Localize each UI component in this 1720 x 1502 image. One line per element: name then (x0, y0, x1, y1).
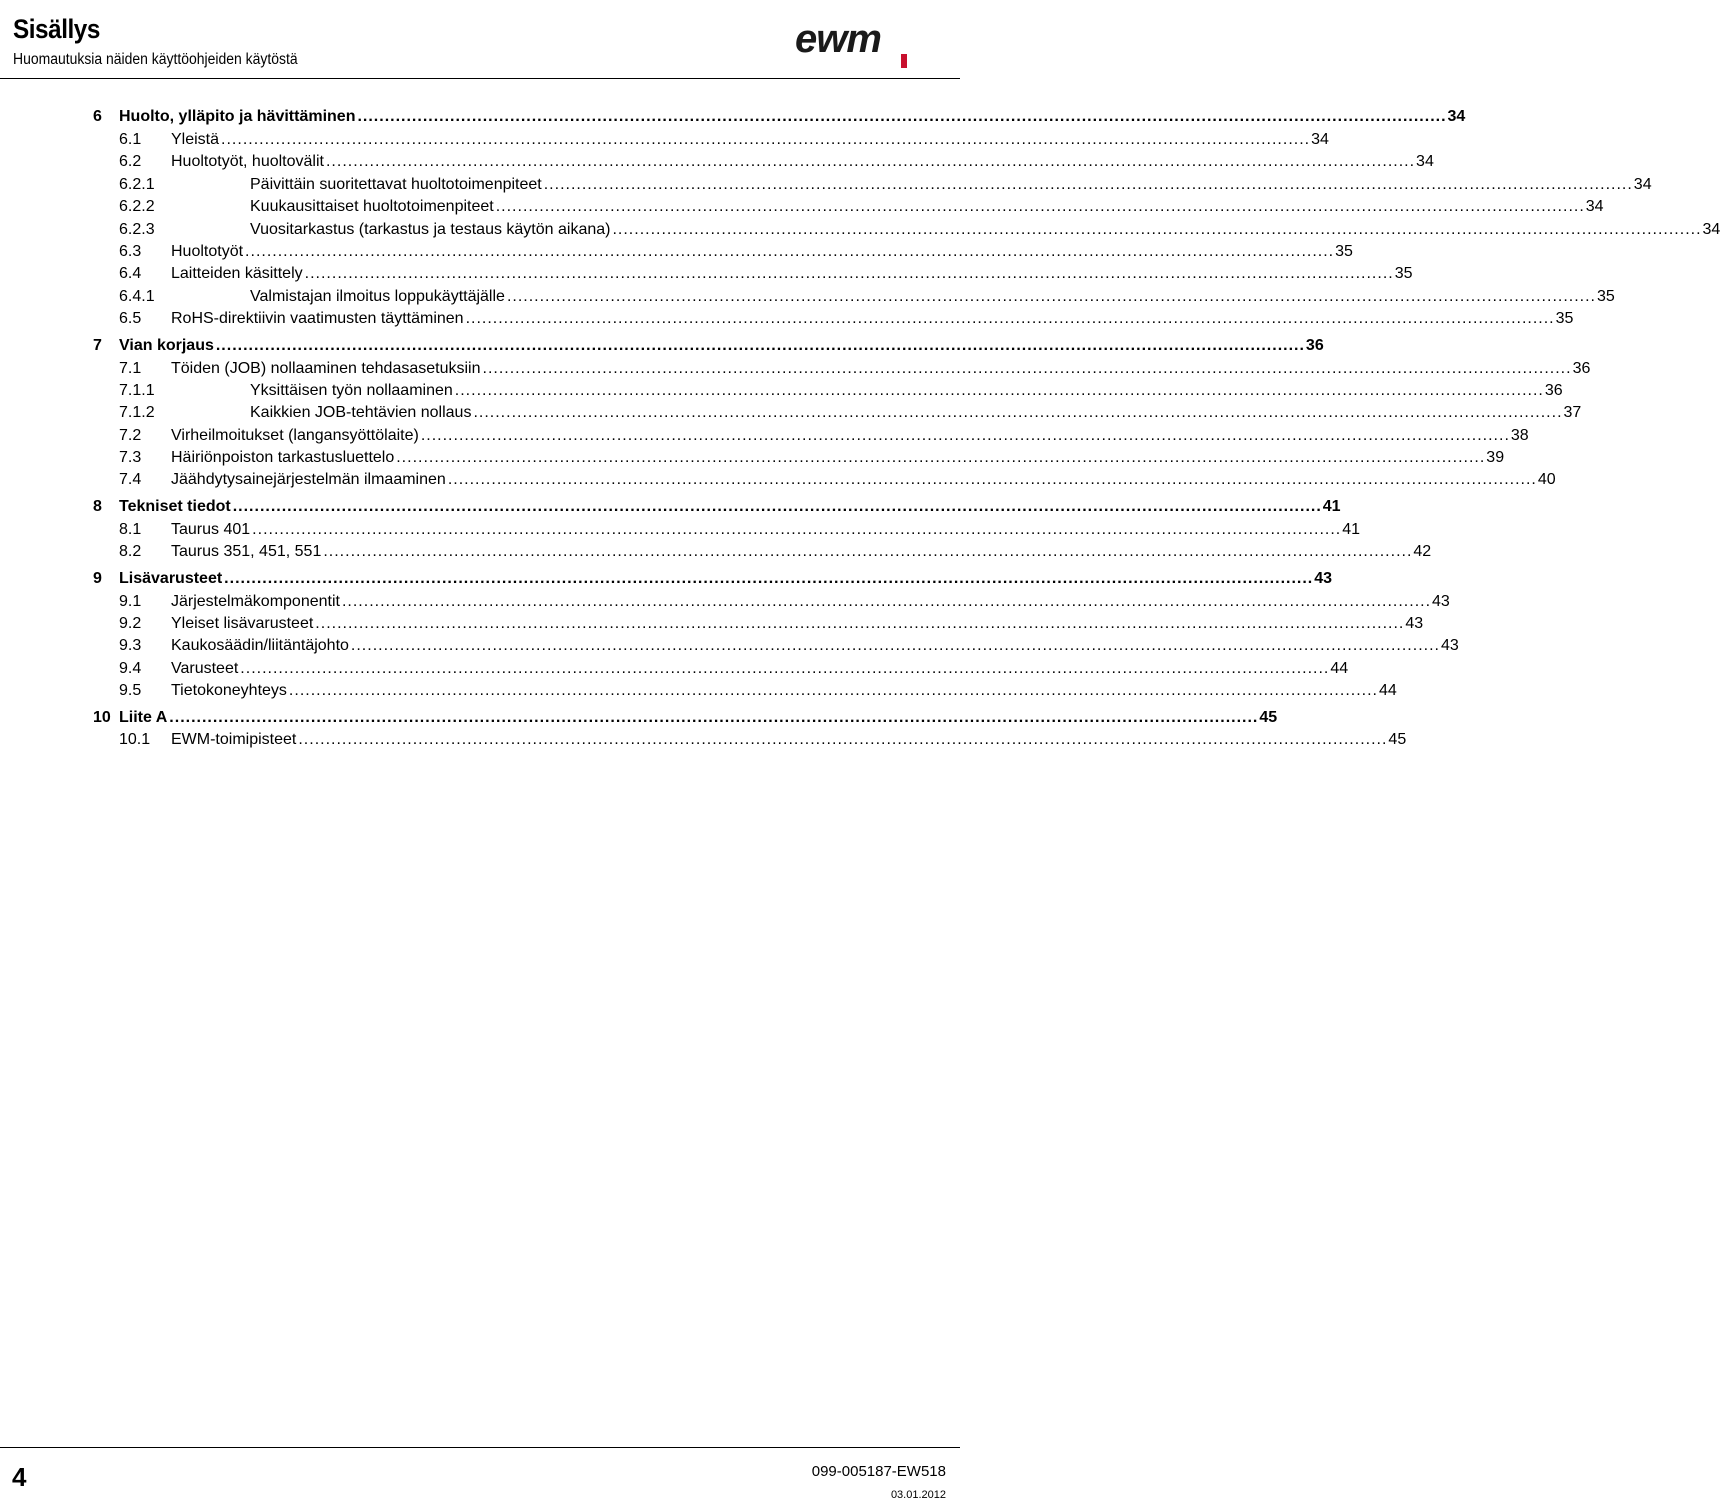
toc-leader-dots: ........................................................................................................................................................................................................ (240, 660, 1330, 677)
toc-entry-number: 7.4 (119, 471, 142, 488)
toc-entry-page: 36 (1572, 360, 1591, 377)
toc-leader-dots: ........................................................................................................................................................................................................ (304, 265, 1394, 282)
toc-entry[interactable] (0, 449, 1505, 471)
footer-doc-number: 099-005187-EW518 (811, 1463, 946, 1480)
toc-entry-page: 42 (1413, 543, 1432, 560)
toc-entry-title: Virheilmoitukset (langansyöttölaite) (171, 427, 419, 444)
toc-leader-dots: ........................................................................................................................................................................................................ (221, 131, 1311, 148)
toc-entry-number: 9.2 (119, 615, 142, 632)
toc-entry[interactable] (0, 288, 1615, 310)
toc-entry-number: 7.1.2 (119, 404, 155, 421)
toc-entry-title: Huolto, ylläpito ja hävittäminen (119, 108, 356, 125)
toc-entry-number: 9.5 (119, 682, 142, 699)
page-subtitle: Huomautuksia näiden käyttöohjeiden käytöstä (13, 51, 298, 68)
toc-entry-number: 7.2 (119, 427, 142, 444)
toc-entry-number: 6.3 (119, 243, 142, 260)
toc-entry[interactable] (0, 337, 1324, 359)
logo-wordmark: ewm (795, 17, 881, 61)
toc-leader-dots: ........................................................................................................................................................................................................ (252, 521, 1342, 538)
toc-entry[interactable] (0, 570, 1333, 592)
toc-entry-title: Vuositarkastus (tarkastus ja testaus käytön aikana) (250, 221, 611, 238)
toc-leader-dots: ........................................................................................................................................................................................................ (245, 243, 1335, 260)
footer-date: 03.01.2012 (890, 1489, 946, 1501)
toc-entry[interactable] (0, 310, 1574, 332)
toc-entry-page: 36 (1305, 337, 1324, 354)
toc-entry[interactable] (0, 637, 1459, 659)
toc-entry-page: 35 (1597, 288, 1615, 305)
toc-leader-dots: ........................................................................................................................................................................................................ (465, 310, 1555, 327)
toc-entry[interactable] (0, 360, 1591, 382)
toc-entry-title: Järjestelmäkomponentit (171, 593, 340, 610)
toc-entry[interactable] (0, 521, 1361, 543)
toc-leader-dots: ........................................................................................................................................................................................................ (315, 615, 1405, 632)
toc-entry-title: Yksittäisen työn nollaaminen (250, 382, 453, 399)
toc-entry-page: 37 (1563, 404, 1582, 421)
toc-entry-page: 41 (1322, 498, 1341, 515)
toc-leader-dots: ........................................................................................................................................................................................................ (298, 731, 1388, 748)
toc-entry-page: 34 (1702, 221, 1720, 238)
footer-divider (0, 1447, 960, 1448)
toc-entry-title: Jäähdytysainejärjestelmän ilmaaminen (171, 471, 446, 488)
toc-entry-page: 43 (1405, 615, 1424, 632)
toc-entry-title: Tekniset tiedot (119, 498, 231, 515)
toc-entry-title: Laitteiden käsittely (171, 265, 303, 282)
toc-entry[interactable] (0, 731, 1407, 753)
toc-entry-number: 7 (93, 337, 102, 354)
toc-entry[interactable] (0, 709, 1278, 731)
toc-leader-dots: ........................................................................................................................................................................................................ (454, 382, 1544, 399)
toc-entry-title: Kaikkien JOB-tehtävien nollaus (250, 404, 472, 421)
logo-accent-mark (901, 54, 907, 68)
toc-entry-page: 38 (1510, 427, 1529, 444)
toc-entry-number: 7.3 (119, 449, 142, 466)
toc-leader-dots: ........................................................................................................................................................................................................ (447, 471, 1537, 488)
toc-leader-dots: ........................................................................................................................................................................................................ (169, 709, 1259, 726)
toc-leader-dots: ........................................................................................................................................................................................................ (473, 404, 1563, 421)
toc-leader-dots: ........................................................................................................................................................................................................ (350, 637, 1440, 654)
toc-entry[interactable] (0, 243, 1353, 265)
toc-entry[interactable] (0, 265, 1413, 287)
toc-entry-title: Vian korjaus (119, 337, 214, 354)
toc-entry-title: Taurus 401 (171, 521, 251, 538)
toc-entry-number: 6.2.3 (119, 221, 155, 238)
toc-entry-page: 34 (1416, 153, 1434, 170)
toc-entry[interactable] (0, 108, 1466, 130)
toc-entry-title: RoHS-direktiivin vaatimusten täyttäminen (171, 310, 464, 327)
toc-leader-dots: ........................................................................................................................................................................................................ (420, 427, 1510, 444)
toc-entry-number: 6.4 (119, 265, 142, 282)
header-divider (0, 78, 960, 79)
toc-entry-number: 8.2 (119, 543, 142, 560)
toc-entry-title: Huoltotyöt, huoltovälit (171, 153, 324, 170)
toc-entry-title: Töiden (JOB) nollaaminen tehdasasetuksiin (171, 360, 481, 377)
toc-entry-title: Kaukosäädin/liitäntäjohto (171, 637, 349, 654)
toc-entry-title: Yleiset lisävarusteet (171, 615, 314, 632)
toc-entry[interactable] (0, 427, 1529, 449)
toc-entry[interactable] (0, 682, 1397, 704)
toc-entry-page: 40 (1537, 471, 1556, 488)
toc-leader-dots: ........................................................................................................................................................................................................ (325, 153, 1416, 170)
toc-leader-dots: ........................................................................................................................................................................................................ (288, 682, 1378, 699)
toc-entry-title: Varusteet (171, 660, 239, 677)
toc-entry-title: EWM-toimipisteet (171, 731, 297, 748)
toc-entry-page: 36 (1544, 382, 1563, 399)
toc-entry[interactable] (0, 404, 1582, 426)
toc-entry-number: 7.1.1 (119, 382, 155, 399)
toc-leader-dots: ........................................................................................................................................................................................................ (495, 198, 1585, 215)
toc-entry-page: 39 (1486, 449, 1505, 466)
toc-leader-dots: ........................................................................................................................................................................................................ (224, 570, 1314, 587)
toc-entry-page: 34 (1585, 198, 1604, 215)
toc-entry[interactable] (0, 543, 1432, 565)
toc-entry-number: 6.2.1 (119, 176, 155, 193)
toc-entry-number: 8 (93, 498, 102, 515)
toc-entry-page: 35 (1335, 243, 1353, 260)
toc-entry-number: 9.3 (119, 637, 142, 654)
toc-entry[interactable] (0, 198, 1604, 220)
toc-entry-number: 6.2.2 (119, 198, 155, 215)
toc-entry-number: 8.1 (119, 521, 142, 538)
toc-entry[interactable] (0, 131, 1329, 153)
toc-entry[interactable] (0, 176, 1652, 198)
toc-entry-number: 9.4 (119, 660, 142, 677)
toc-entry-number: 6.1 (119, 131, 142, 148)
toc-entry-page: 43 (1440, 637, 1459, 654)
toc-entry-number: 9 (93, 570, 102, 587)
toc-entry-title: Taurus 351, 451, 551 (171, 543, 322, 560)
toc-leader-dots: ........................................................................................................................................................................................................ (482, 360, 1572, 377)
toc-entry-page: 34 (1633, 176, 1652, 193)
toc-entry-title: Yleistä (171, 131, 220, 148)
toc-entry[interactable] (0, 498, 1341, 520)
footer-page-number: 4 (12, 1462, 27, 1492)
toc-entry-number: 6.4.1 (119, 288, 155, 305)
ewm-logo (793, 18, 937, 70)
toc-leader-dots: ........................................................................................................................................................................................................ (612, 221, 1702, 238)
toc-entry[interactable] (0, 471, 1556, 493)
toc-leader-dots: ........................................................................................................................................................................................................ (215, 337, 1305, 354)
toc-leader-dots: ........................................................................................................................................................................................................ (543, 176, 1633, 193)
toc-entry-title: Häiriönpoiston tarkastusluettelo (171, 449, 395, 466)
toc-entry-title: Tietokoneyhteys (171, 682, 287, 699)
toc-entry[interactable] (0, 221, 1720, 243)
toc-entry-page: 43 (1314, 570, 1333, 587)
toc-entry-number: 7.1 (119, 360, 142, 377)
toc-entry-title: Huoltotyöt (171, 243, 244, 260)
toc-leader-dots: ........................................................................................................................................................................................................ (232, 498, 1322, 515)
toc-leader-dots: ........................................................................................................................................................................................................ (396, 449, 1486, 466)
toc-entry-page: 45 (1388, 731, 1407, 748)
toc-entry[interactable] (0, 615, 1424, 637)
toc-entry[interactable] (0, 660, 1349, 682)
toc-entry-number: 6 (93, 108, 102, 125)
toc-entry-title: Valmistajan ilmoitus loppukäyttäjälle (250, 288, 505, 305)
toc-entry-page: 41 (1342, 521, 1361, 538)
toc-leader-dots: ........................................................................................................................................................................................................ (323, 543, 1413, 560)
toc-entry-title: Liite A (119, 709, 168, 726)
toc-entry-page: 45 (1259, 709, 1278, 726)
toc-entry-number: 6.2 (119, 153, 142, 170)
toc-leader-dots: ........................................................................................................................................................................................................ (357, 108, 1447, 125)
toc-entry-title: Kuukausittaiset huoltotoimenpiteet (250, 198, 494, 215)
toc-entry-page: 44 (1330, 660, 1349, 677)
toc-entry-number: 10.1 (119, 731, 151, 748)
toc-entry-page: 35 (1394, 265, 1413, 282)
toc-entry-title: Päivittäin suoritettavat huoltotoimenpiteet (250, 176, 542, 193)
toc-entry-page: 43 (1432, 593, 1450, 610)
toc-entry-number: 9.1 (119, 593, 142, 610)
toc-entry-title: Lisävarusteet (119, 570, 223, 587)
toc-entry-number: 10 (93, 709, 111, 726)
toc-leader-dots: ........................................................................................................................................................................................................ (341, 593, 1432, 610)
toc-entry-number: 6.5 (119, 310, 142, 327)
toc-entry-page: 35 (1555, 310, 1574, 327)
toc-leader-dots: ........................................................................................................................................................................................................ (506, 288, 1596, 305)
toc-entry-page: 34 (1311, 131, 1329, 148)
toc-entry[interactable] (0, 382, 1563, 404)
toc-entry[interactable] (0, 593, 1450, 615)
toc-entry-page: 44 (1378, 682, 1397, 699)
toc-entry-page: 34 (1447, 108, 1466, 125)
page-title: Sisällys (13, 14, 100, 44)
toc-entry[interactable] (0, 153, 1434, 175)
